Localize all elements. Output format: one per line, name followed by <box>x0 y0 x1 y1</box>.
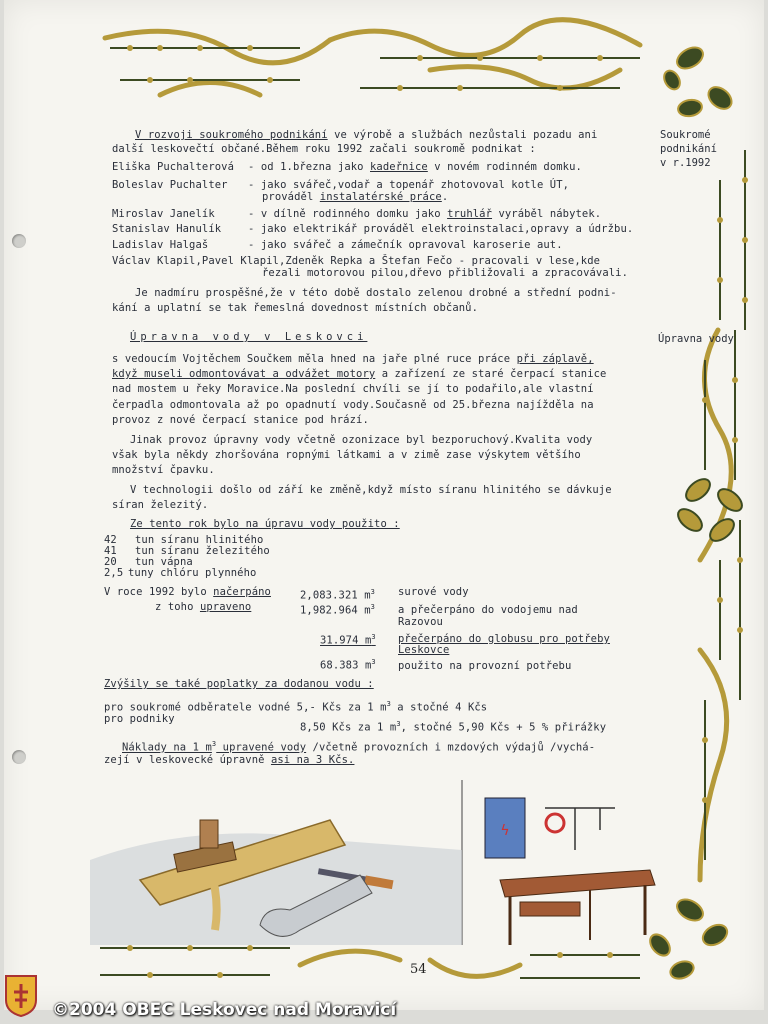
cost-line <box>122 737 595 755</box>
closing-line: Je nadmíru prospěšné,že v této době dostalo zelenou drobné a střední podni- <box>135 287 617 299</box>
text: . <box>441 191 449 203</box>
stat-label <box>104 585 271 599</box>
text: V roce 1992 bylo <box>104 586 214 598</box>
paragraph-line: však byla někdy zhoršována ropnými látkami a v zimě zase výskytem většího <box>112 449 581 461</box>
usage-item: tuny chlóru plynného <box>128 567 257 579</box>
underlined-phrase: při záplavě, <box>516 353 594 365</box>
text: s vedoucím Vojtěchem Součkem měla hned na jaře plné ruce práce <box>112 353 517 365</box>
intro-line: další leskovečtí občané.Během roku 1992 začali soukromě podnikat : <box>112 143 536 155</box>
usage-item: tun vápna <box>135 556 193 568</box>
stat-label <box>155 600 251 614</box>
side-note-line: v r.1992 <box>660 157 711 169</box>
underlined-phrase: načerpáno <box>213 586 271 598</box>
paragraph-line <box>112 367 606 381</box>
paragraph-line: provoz z nové čerpací stanice pod hrází. <box>112 414 369 426</box>
usage-qty: 42 <box>104 534 117 546</box>
text: - od 1.března jako <box>248 161 371 173</box>
paragraph-line: Jinak provoz úpravny vody včetně ozonizace byl bezporuchový.Kvalita vody <box>130 434 593 446</box>
paragraph-line: síran železitý. <box>112 499 209 511</box>
superscript: 3 <box>371 633 376 641</box>
person-desc <box>248 160 582 174</box>
underlined-phrase: Náklady na 1 m <box>122 741 212 754</box>
stat-desc: surové vody <box>398 586 469 598</box>
person-name: Stanislav Hanulík <box>112 223 222 235</box>
underlined-phrase: asi na 3 Kčs. <box>270 754 355 766</box>
text: vyráběl nábytek. <box>492 208 602 220</box>
text: ve výrobě a službách nezůstali pozadu ani <box>327 129 598 141</box>
text: 2,083.321 m <box>300 589 371 602</box>
stat-desc: Razovou <box>398 616 443 628</box>
leaf-ornament <box>646 895 731 981</box>
usage-qty: 41 <box>104 545 117 557</box>
text: prováděl <box>262 191 320 203</box>
person-name: Boleslav Puchalter <box>112 179 228 191</box>
paragraph-line <box>112 352 594 366</box>
text: z toho <box>155 601 200 613</box>
stat-desc: a přečerpáno do vodojemu nad <box>398 604 578 616</box>
usage-heading: Ze tento rok bylo na úpravu vody použito : <box>130 518 400 530</box>
group-line: řezali motorovou pilou,dřevo přibližovali a zpracovávali. <box>262 267 629 279</box>
superscript: 3 <box>396 720 401 728</box>
stat-value <box>300 600 375 618</box>
underlined-phrase: truhlář <box>447 208 493 220</box>
paragraph-line: množství čpavku. <box>112 464 215 476</box>
person-desc: - jako svářeč,vodař a topenář zhotovoval kotle ÚT, <box>248 179 570 191</box>
text: zejí v leskovecké úpravně <box>104 754 271 766</box>
underlined-phrase: když museli odmontovávat a odvážet motory <box>112 368 376 380</box>
village-crest <box>4 974 38 1018</box>
text: /včetně provozních i mzdových výdajů /vychá- <box>306 741 596 754</box>
group-line: Václav Klapil,Pavel Klapil,Zdeněk Repka a Štefan Fečo - pracovali v lese,kde <box>112 255 601 267</box>
underlined-phrase: instalatérské práce <box>319 191 442 203</box>
underlined-phrase: upraveno <box>199 601 252 613</box>
fees-heading: Zvýšily se také poplatky za dodanou vodu : <box>104 678 374 690</box>
stat-desc: použito na provozní potřebu <box>398 660 572 672</box>
page-number: 54 <box>410 962 427 977</box>
side-note-line: podnikání <box>660 143 717 155</box>
text: 1,982.964 m <box>300 604 371 617</box>
text: , stočné 5,90 Kčs + 5 % přirážky <box>400 721 607 734</box>
text: 8,50 Kčs za 1 m <box>300 721 397 734</box>
superscript: 3 <box>371 658 376 666</box>
workbench <box>500 870 655 945</box>
stat-desc: přečerpáno do globusu pro potřeby <box>398 633 610 645</box>
usage-item: tun síranu hlinitého <box>135 534 264 546</box>
svg-text:ϟ: ϟ <box>500 823 510 839</box>
side-note-line: Soukromé <box>660 129 711 141</box>
usage-item: tun síranu železitého <box>135 545 270 557</box>
copyright-footer: ©2004 OBEC Leskovec nad Moravicí <box>52 1000 397 1020</box>
underlined-phrase: V rozvoji soukromého podnikání <box>135 129 328 141</box>
superscript: 3 <box>370 588 375 596</box>
paragraph-line: V technologii došlo od září ke změně,když místo síranu hlinitého se dávkuje <box>130 484 612 496</box>
side-note-upravna: Úpravna vody <box>658 333 734 345</box>
leaf-ornament <box>661 43 736 118</box>
fees-line: pro podniky <box>104 713 175 725</box>
text: pro soukromé odběratele vodné 5,- Kčs za 1 m <box>104 701 387 714</box>
superscript: 3 <box>211 740 217 748</box>
person-desc <box>248 207 601 221</box>
leaf-ornament <box>674 475 746 545</box>
person-desc: - jako svářeč a zámečník opravoval karoserie aut. <box>248 239 563 251</box>
intro-line <box>135 128 597 142</box>
coat-hooks <box>545 808 615 850</box>
usage-qty: 20 <box>104 556 117 568</box>
text: a zařízení ze staré čerpací stanice <box>375 368 607 380</box>
stat-value <box>320 655 376 673</box>
person-name: Ladislav Halgaš <box>112 239 209 251</box>
closing-line: kání a uplatní se tak řemeslná dovednost místních občanů. <box>112 302 479 314</box>
underlined-phrase: kadeřnice <box>370 161 428 173</box>
paragraph-line: čerpadla odmontovala až po opadnutí vody.Současně od 25.března najížděla na <box>112 399 594 411</box>
text: a stočné 4 Kčs <box>390 701 488 714</box>
person-desc <box>262 190 448 204</box>
stat-desc: Leskovce <box>398 644 450 656</box>
person-name: Miroslav Janelík <box>112 208 215 220</box>
underlined-phrase: upravené vody <box>216 741 307 754</box>
person-name: Eliška Puchalterová <box>112 161 235 173</box>
usage-qty: 2,5 <box>104 567 124 579</box>
fees-line <box>300 717 606 735</box>
text: 31.974 m <box>320 634 372 647</box>
side-note-soukrome <box>660 128 717 170</box>
person-desc: - jako elektrikář prováděl elektroinstalaci,opravy a údržbu. <box>248 223 634 235</box>
text: - v dílně rodinného domku jako <box>248 208 448 220</box>
fuse-box <box>485 798 525 858</box>
stat-value <box>320 630 376 648</box>
superscript: 3 <box>370 603 375 611</box>
section-heading: Úpravna vody v Leskovci <box>130 331 368 343</box>
text: v novém rodinném domku. <box>427 161 582 173</box>
text: 68.383 m <box>320 659 372 672</box>
superscript: 3 <box>386 700 391 708</box>
paragraph-line: nad mostem u řeky Moravice.Na poslední chvíli se jí to podařilo,ale vlastní <box>112 383 594 395</box>
cost-line <box>104 753 354 767</box>
